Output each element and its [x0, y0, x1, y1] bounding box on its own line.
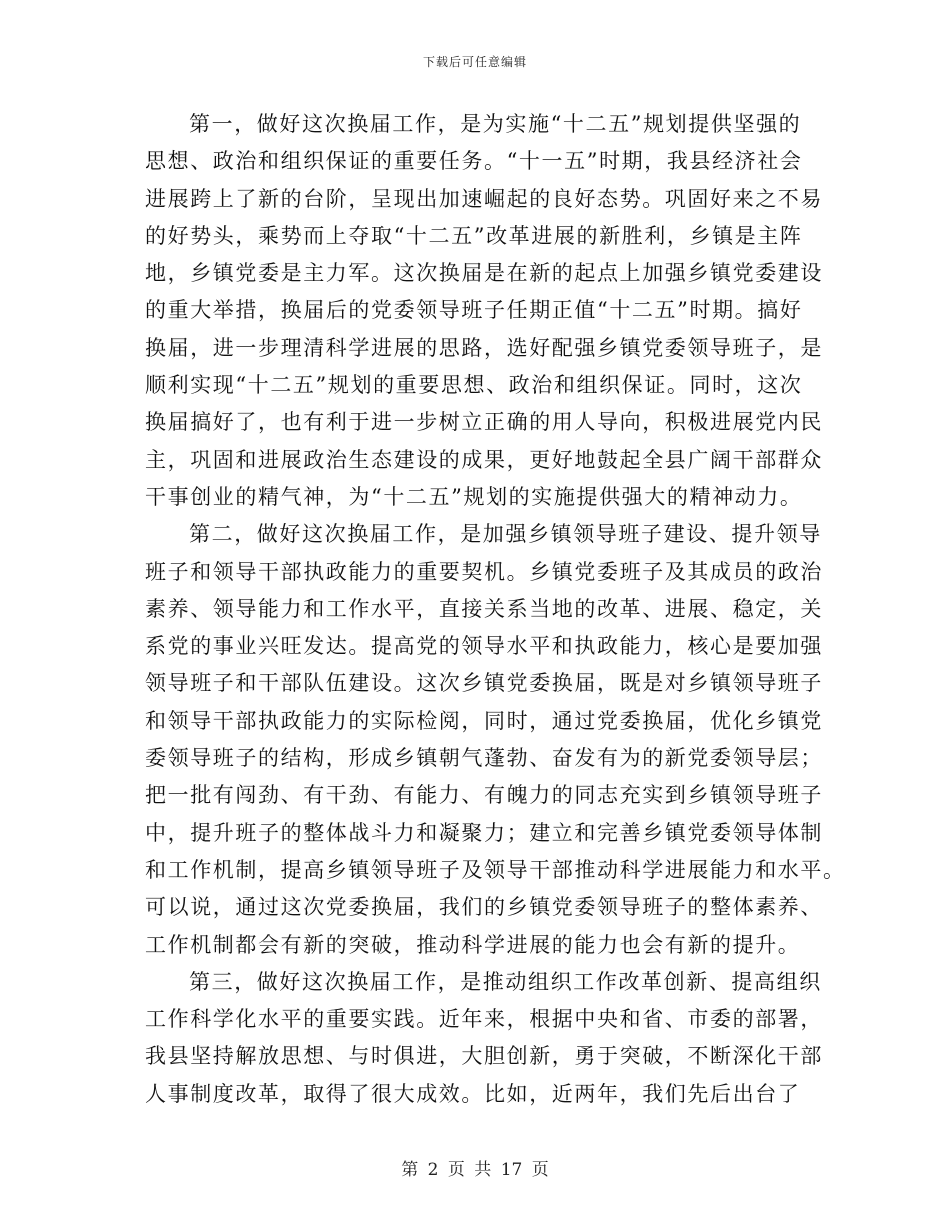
page-number: 第 2 页 共 17 页: [401, 1160, 549, 1180]
text-line: 思想、政治和组织保证的重要任务。“十一五”时期，我县经济社会: [145, 149, 803, 174]
text-line: 换届，进一步理清科学进展的思路，选好配强乡镇党委领导班子，是: [145, 335, 823, 360]
text-line: 工作机制都会有新的突破，推动科学进展的能力也会有新的提升。: [145, 932, 801, 957]
text-line: 主，巩固和进展政治生态建设的成果，更好地鼓起全县广阔干部群众: [145, 447, 823, 472]
text-line: 干事创业的精气神，为“十二五”规划的实施提供强大的精神动力。: [145, 484, 803, 509]
text-line: 班子和领导干部执政能力的重要契机。乡镇党委班子及其成员的政治: [145, 559, 823, 584]
text-line: 可以说，通过这次党委换届，我们的乡镇党委领导班子的整体素养、: [145, 895, 823, 920]
text-line: 地，乡镇党委是主力军。这次换届是在新的起点上加强乡镇党委建设: [145, 261, 823, 286]
document-body: [145, 106, 846, 1113]
text-line: 系党的事业兴旺发达。提高党的领导水平和执政能力，核心是要加强: [145, 634, 823, 659]
text-line: 人事制度改革，取得了很大成效。比如，近两年，我们先后出台了: [145, 1081, 801, 1106]
text-line: 第二，做好这次换届工作，是加强乡镇领导班子建设、提升领导: [189, 522, 822, 547]
text-line: 进展跨上了新的台阶，呈现出加速崛起的良好态势。巩固好来之不易: [145, 186, 823, 211]
text-line: 委领导班子的结构，形成乡镇朝气蓬勃、奋发有为的新党委领导层；: [145, 746, 823, 771]
text-line: 换届搞好了，也有利于进一步树立正确的用人导向，积极进展党内民: [145, 410, 823, 435]
text-line: 把一批有闯劲、有干劲、有能力、有魄力的同志充实到乡镇领导班子: [145, 783, 823, 808]
text-line: 素养、领导能力和工作水平，直接关系当地的改革、进展、稳定，关: [145, 596, 823, 621]
page-header: 下载后可任意编辑: [422, 55, 527, 69]
text-line: 顺利实现“十二五”规划的重要思想、政治和组织保证。同时，这次: [145, 373, 803, 398]
text-line: 领导班子和干部队伍建设。这次乡镇党委换届，既是对乡镇领导班子: [145, 671, 823, 696]
text-line: 的重大举措，换届后的党委领导班子任期正值“十二五”时期。搞好: [145, 298, 803, 323]
text-line: 我县坚持解放思想、与时俱进，大胆创新，勇于突破，不断深化干部: [145, 1044, 823, 1069]
text-line: 第一，做好这次换届工作，是为实施“十二五”规划提供坚强的: [189, 112, 802, 136]
text-line: 的好势头，乘势而上夺取“十二五”改革进展的新胜利，乡镇是主阵: [145, 223, 803, 248]
text-line: 中，提升班子的整体战斗力和凝聚力；建立和完善乡镇党委领导体制: [145, 820, 823, 845]
text-line: 工作科学化水平的重要实践。近年来，根据中央和省、市委的部署，: [145, 1007, 823, 1032]
text-line: 和领导干部执政能力的实际检阅，同时，通过党委换届，优化乡镇党: [145, 708, 823, 733]
text-line: 第三，做好这次换届工作，是推动组织工作改革创新、提高组织: [189, 969, 822, 994]
text-line: 和工作机制，提高乡镇领导班子及领导干部推动科学进展能力和水平。: [145, 857, 846, 882]
